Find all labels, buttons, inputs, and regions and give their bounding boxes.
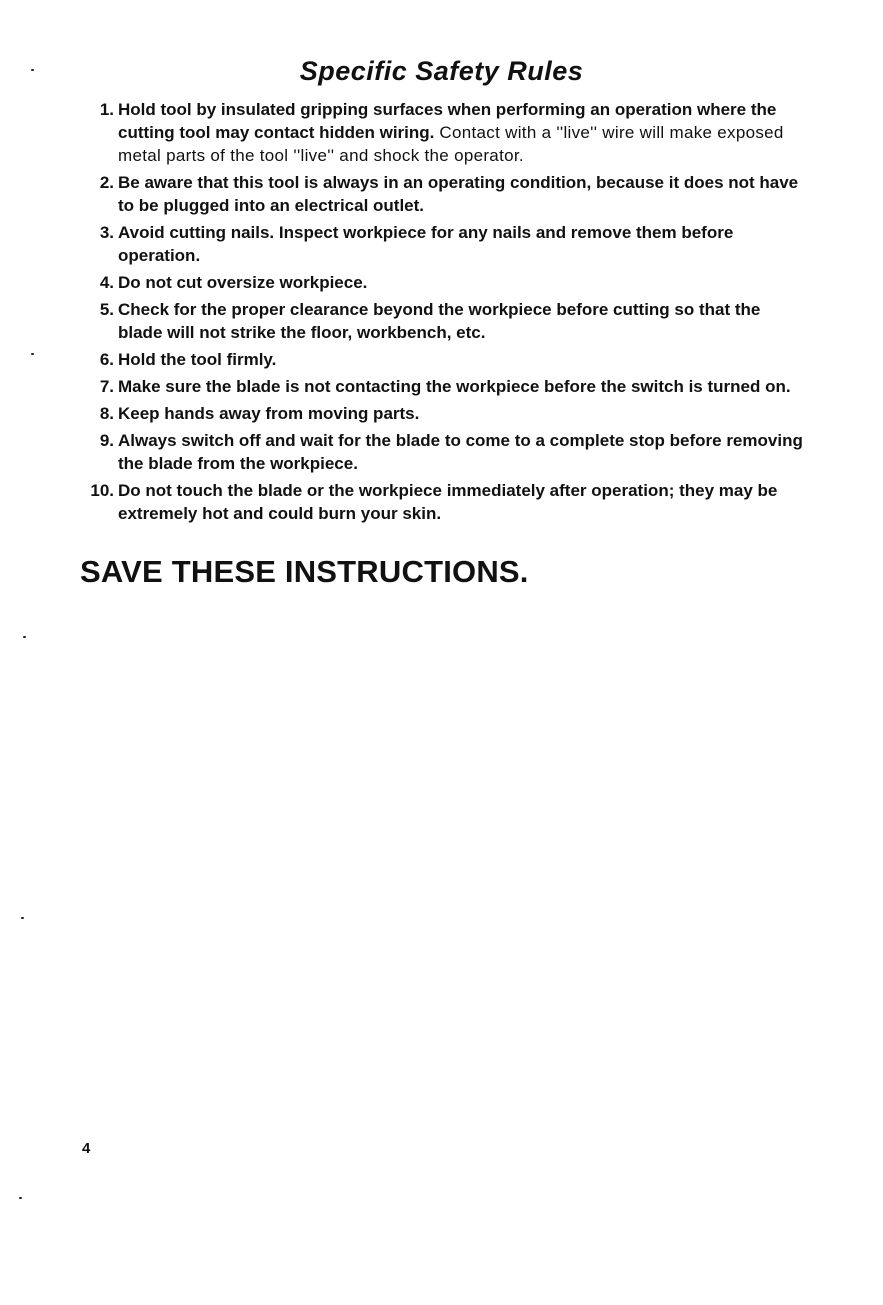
rule-item-8 bbox=[0, 402, 883, 425]
safety-rules-list bbox=[0, 98, 883, 529]
rule-item-2 bbox=[0, 171, 883, 217]
rule-number: 1. bbox=[99, 100, 114, 119]
rule-item-6 bbox=[0, 348, 883, 371]
rule-number: 3. bbox=[99, 223, 114, 242]
rule-number: 9. bbox=[99, 431, 114, 450]
rule-bold-text: Do not touch the blade or the workpiece immediately after operation; they may be extremely hot and could burn your skin. bbox=[118, 481, 778, 523]
rule-item-1 bbox=[0, 98, 883, 167]
save-instructions-heading: SAVE THESE INSTRUCTIONS. bbox=[80, 554, 529, 589]
rule-normal-text: Contact with a ''live'' wire will make exposed metal parts of the tool ''live'' and shock the operator. bbox=[118, 123, 784, 165]
rule-number: 4. bbox=[99, 273, 114, 292]
rule-item-4 bbox=[0, 271, 883, 294]
rule-item-7 bbox=[0, 375, 883, 398]
rule-item-5 bbox=[0, 298, 883, 344]
rule-bold-text: Be aware that this tool is always in an operating condition, because it does not have to be plugged into an electrical outlet. bbox=[118, 173, 799, 215]
rule-bold-text: Avoid cutting nails. Inspect workpiece for any nails and remove them before operation. bbox=[118, 223, 734, 265]
rule-number: 8. bbox=[99, 404, 114, 423]
scan-speck bbox=[31, 69, 34, 71]
rule-bold-text: Make sure the blade is not contacting the workpiece before the switch is turned on. bbox=[118, 377, 791, 396]
rule-item-3 bbox=[0, 221, 883, 267]
scan-speck bbox=[21, 917, 24, 919]
rule-number: 6. bbox=[99, 350, 114, 369]
rule-bold-text: Hold tool by insulated gripping surfaces when performing an operation where the cutting tool may contact hidden wiring. bbox=[118, 100, 777, 142]
rule-item-9 bbox=[0, 429, 883, 475]
rule-bold-text: Always switch off and wait for the blade to come to a complete stop before removing the blade from the workpiece. bbox=[118, 431, 803, 473]
rule-bold-text: Keep hands away from moving parts. bbox=[118, 404, 420, 423]
rule-item-10 bbox=[0, 479, 883, 525]
rule-number: 5. bbox=[99, 300, 114, 319]
rule-number: 2. bbox=[99, 173, 114, 192]
rule-bold-text: Check for the proper clearance beyond the workpiece before cutting so that the blade will not strike the floor, workbench, etc. bbox=[118, 300, 761, 342]
scan-speck bbox=[19, 1197, 22, 1199]
page-number: 4 bbox=[82, 1140, 91, 1157]
rule-number: 7. bbox=[99, 377, 114, 396]
scan-speck bbox=[31, 353, 34, 355]
rule-bold-text: Do not cut oversize workpiece. bbox=[118, 273, 368, 292]
rule-number: 10. bbox=[90, 481, 114, 500]
page-title: Specific Safety Rules bbox=[299, 56, 584, 86]
rule-bold-text: Hold the tool firmly. bbox=[118, 350, 277, 369]
scan-speck bbox=[23, 636, 26, 638]
